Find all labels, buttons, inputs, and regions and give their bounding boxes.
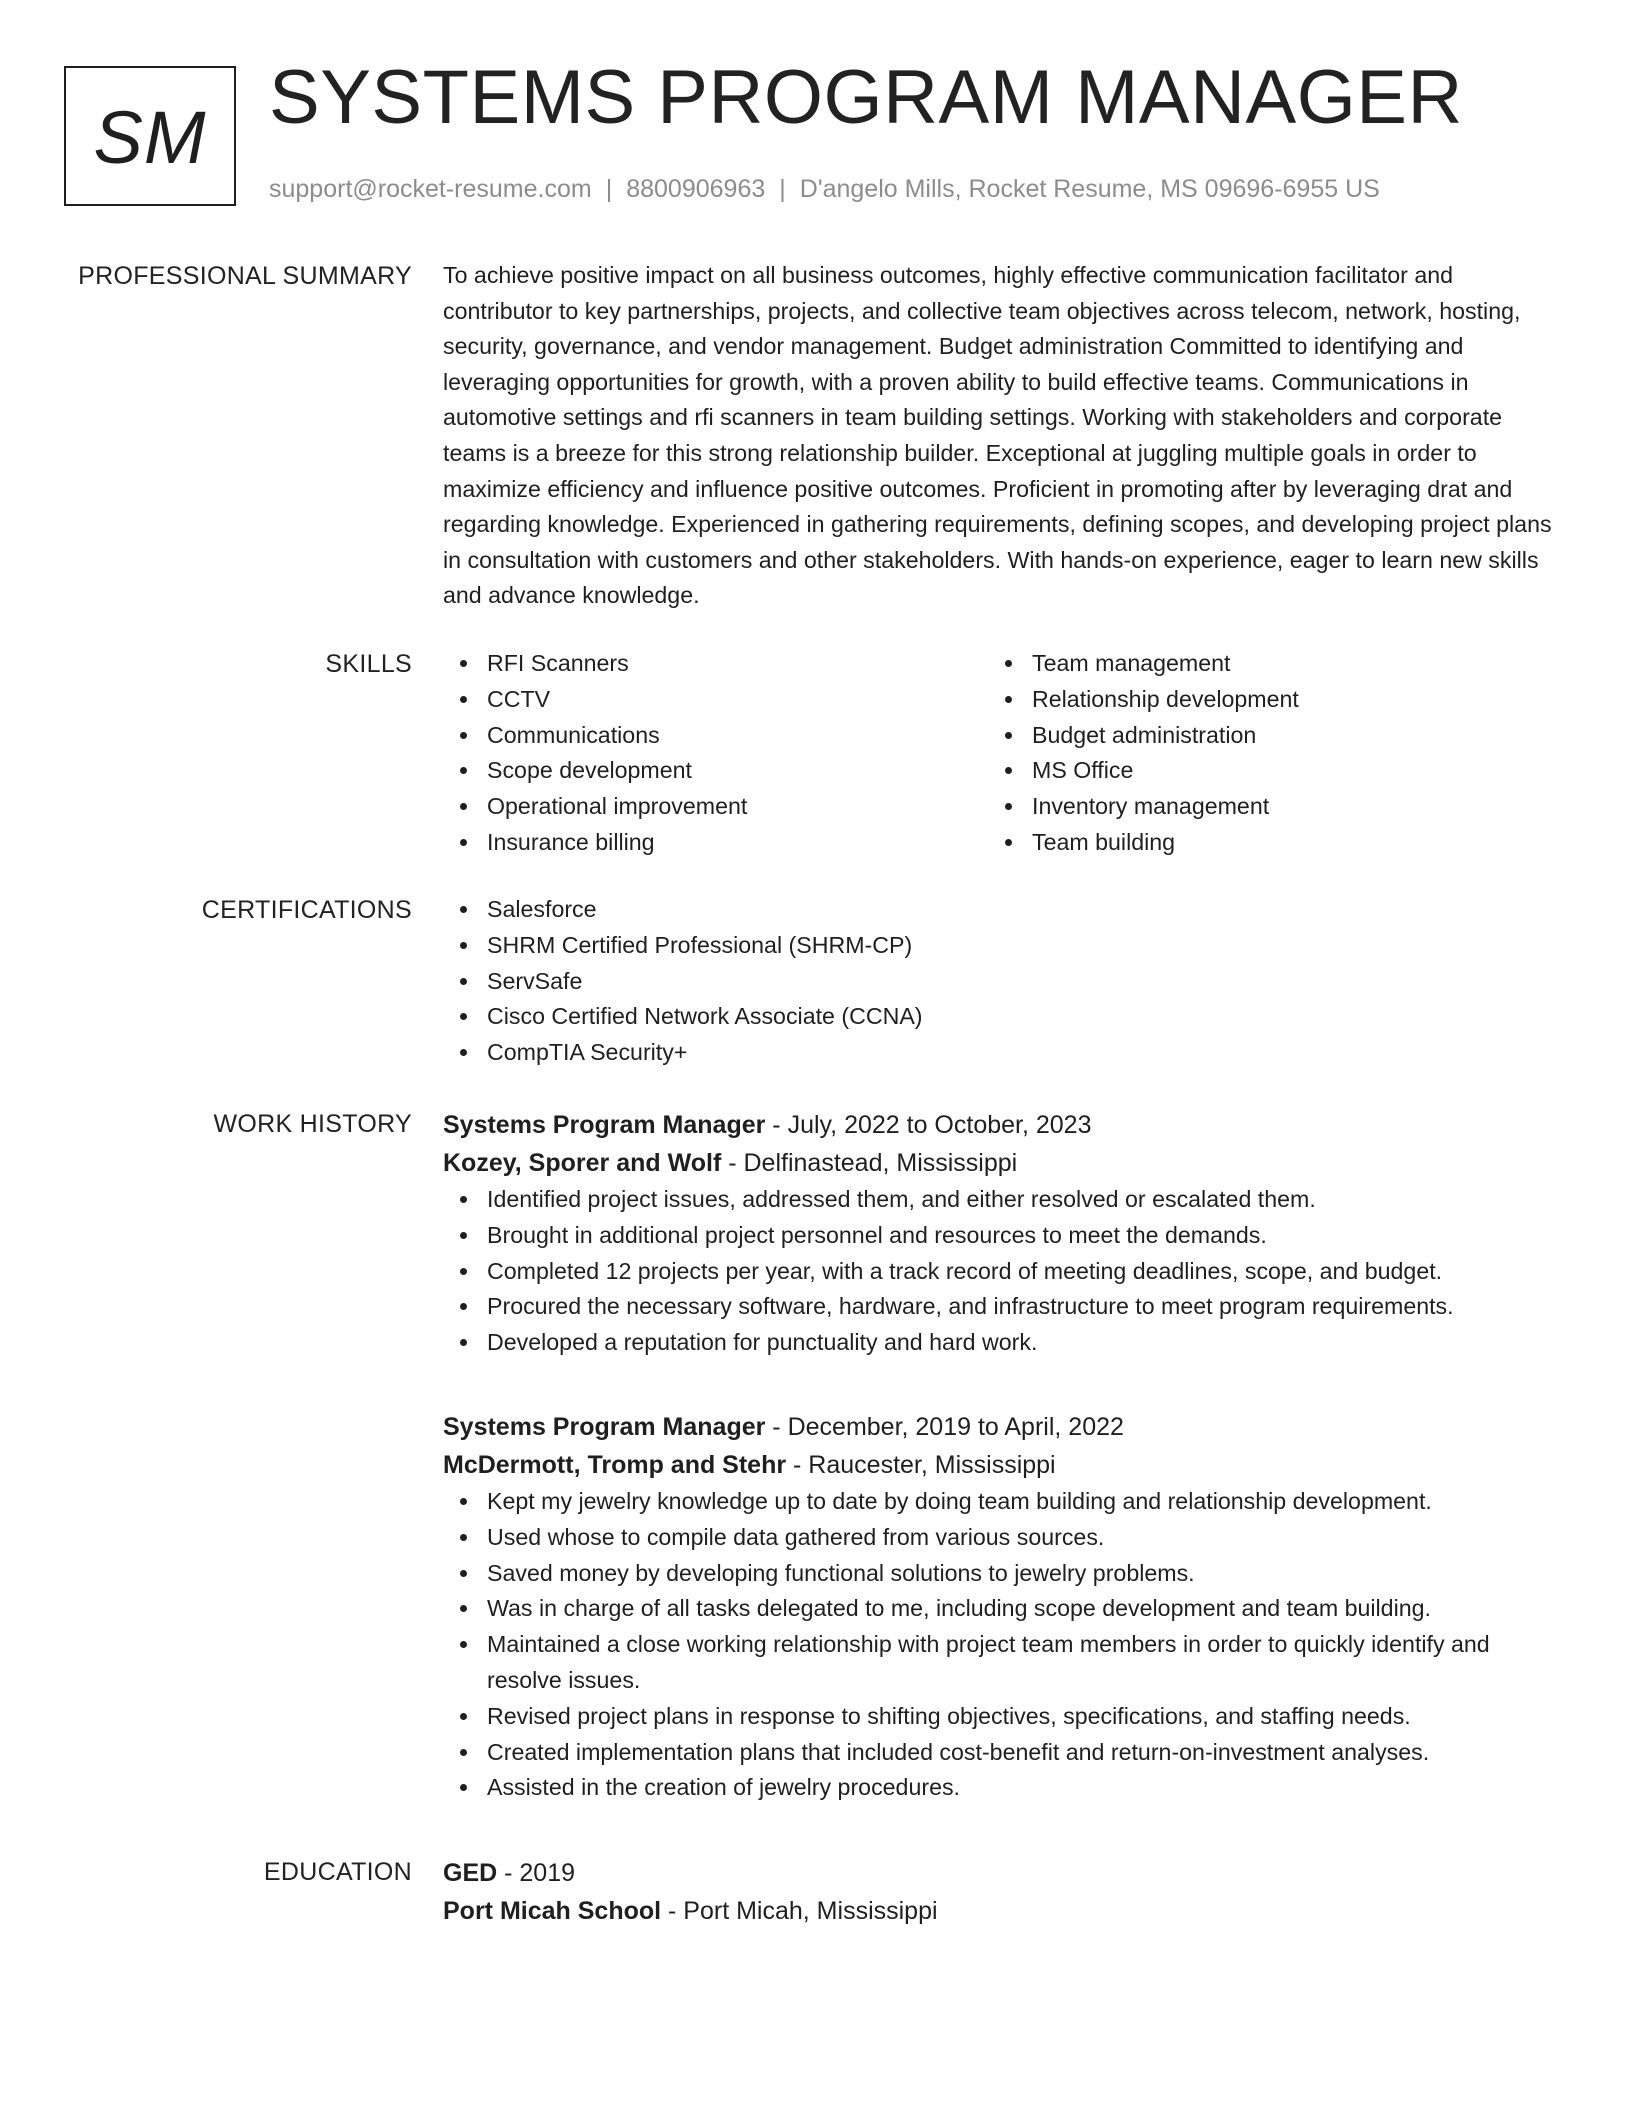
job-bullet-list: [443, 1484, 1561, 1806]
contact-address: D'angelo Mills, Rocket Resume, MS 09696-6955 US: [799, 175, 1380, 203]
job-location: - Delfinastead, Mississippi: [721, 1149, 1018, 1177]
job-bullet: Used whose to compile data gathered from various sources.: [443, 1520, 1561, 1556]
summary-text: To achieve positive impact on all business outcomes, highly effective communication facilitator and contributor to key partnerships, projects, and collective team objectives across telecom, network, hosting, security, governance, and vendor management. Budget administration Committed to identifying and leveraging opportunities for growth, with a proven ability to build effective teams. Communications in automotive settings and rfi scanners in team building settings. Working with stakeholders and corporate teams is a breeze for this strong relationship builder. Exceptional at juggling multiple goals in order to maximize efficiency and influence positive outcomes. Proficient in promoting after by leveraging drat and regarding knowledge. Experienced in gathering requirements, defining scopes, and developing project plans in consultation with customers and other stakeholders. With hands-on experience, eager to learn new skills and advance knowledge.: [443, 262, 1552, 609]
section-label-education: EDUCATION: [263, 1858, 412, 1886]
education-year: - 2019: [497, 1859, 576, 1887]
skill-item: Communications: [443, 718, 988, 754]
job-bullet: Procured the necessary software, hardware, and infrastructure to meet program requirements.: [443, 1289, 1561, 1325]
job-entry: [443, 1106, 1561, 1361]
job-location: - Raucester, Mississippi: [786, 1451, 1056, 1479]
skills-grid: [443, 646, 1561, 861]
contact-phone: 8800906963: [626, 175, 766, 203]
job-entry: [443, 1408, 1561, 1806]
job-dates: - July, 2022 to October, 2023: [765, 1111, 1092, 1139]
education-body: [443, 1854, 1561, 1930]
certification-item: CompTIA Security+: [443, 1035, 1561, 1071]
job-bullet: Assisted in the creation of jewelry procedures.: [443, 1770, 1561, 1806]
education-degree: GED: [443, 1859, 498, 1887]
section-label-skills: SKILLS: [325, 650, 412, 678]
job-company: Kozey, Sporer and Wolf: [443, 1149, 722, 1177]
certifications-list: [443, 892, 1561, 1071]
job-company-line: [443, 1144, 1561, 1182]
job-title: Systems Program Manager: [443, 1413, 766, 1441]
skill-item: Relationship development: [988, 682, 1533, 718]
skill-item: MS Office: [988, 753, 1533, 789]
section-label-certifications: CERTIFICATIONS: [201, 896, 412, 924]
skill-item: Operational improvement: [443, 789, 988, 825]
job-bullet: Kept my jewelry knowledge up to date by doing team building and relationship development.: [443, 1484, 1561, 1520]
skill-item: Inventory management: [988, 789, 1533, 825]
job-bullet: Identified project issues, addressed them, and either resolved or escalated them.: [443, 1182, 1561, 1218]
education-degree-line: [443, 1854, 1561, 1892]
job-bullet-list: [443, 1182, 1561, 1361]
contact-separator: |: [779, 175, 786, 203]
job-bullet: Saved money by developing functional solutions to jewelry problems.: [443, 1556, 1561, 1592]
job-bullet: Completed 12 projects per year, with a track record of meeting deadlines, scope, and budget.: [443, 1254, 1561, 1290]
contact-line: [269, 172, 1380, 206]
section-label-summary: PROFESSIONAL SUMMARY: [78, 262, 412, 290]
certification-item: Salesforce: [443, 892, 1561, 928]
contact-separator: |: [605, 175, 613, 203]
skill-item: Team management: [988, 646, 1533, 682]
skill-item: Insurance billing: [443, 825, 988, 861]
job-dates: - December, 2019 to April, 2022: [765, 1413, 1124, 1441]
job-company-line: [443, 1446, 1561, 1484]
job-bullet: Was in charge of all tasks delegated to me, including scope development and team building.: [443, 1591, 1561, 1627]
summary-body: [443, 258, 1561, 614]
job-bullet: Created implementation plans that included cost-benefit and return-on-investment analyses.: [443, 1735, 1561, 1771]
job-title-line: [443, 1106, 1561, 1144]
job-bullet: Revised project plans in response to shifting objectives, specifications, and staffing needs.: [443, 1699, 1561, 1735]
resume-title: SYSTEMS PROGRAM MANAGER: [269, 55, 1463, 140]
education-school: Port Micah School: [443, 1897, 662, 1925]
section-label-work-history: WORK HISTORY: [213, 1110, 412, 1138]
contact-email: support@rocket-resume.com: [269, 175, 592, 203]
education-school-line: [443, 1892, 1561, 1930]
certification-item: Cisco Certified Network Associate (CCNA): [443, 999, 1561, 1035]
skill-item: Budget administration: [988, 718, 1533, 754]
job-title: Systems Program Manager: [443, 1111, 766, 1139]
skill-item: CCTV: [443, 682, 988, 718]
job-bullet: Maintained a close working relationship with project team members in order to quickly identify and resolve issues.: [443, 1627, 1561, 1699]
job-bullet: Brought in additional project personnel and resources to meet the demands.: [443, 1218, 1561, 1254]
monogram-initials: SM: [93, 96, 207, 179]
job-company: McDermott, Tromp and Stehr: [443, 1451, 787, 1479]
skill-item: RFI Scanners: [443, 646, 988, 682]
job-bullet: Developed a reputation for punctuality and hard work.: [443, 1325, 1561, 1361]
skills-list-left: [443, 646, 988, 861]
certification-item: ServSafe: [443, 964, 1561, 1000]
job-title-line: [443, 1408, 1561, 1446]
skills-list-right: [988, 646, 1533, 861]
certifications-body: [443, 892, 1561, 1071]
monogram-box: [64, 66, 236, 206]
certification-item: SHRM Certified Professional (SHRM-CP): [443, 928, 1561, 964]
skill-item: Scope development: [443, 753, 988, 789]
education-location: - Port Micah, Mississippi: [661, 1897, 938, 1925]
skill-item: Team building: [988, 825, 1533, 861]
